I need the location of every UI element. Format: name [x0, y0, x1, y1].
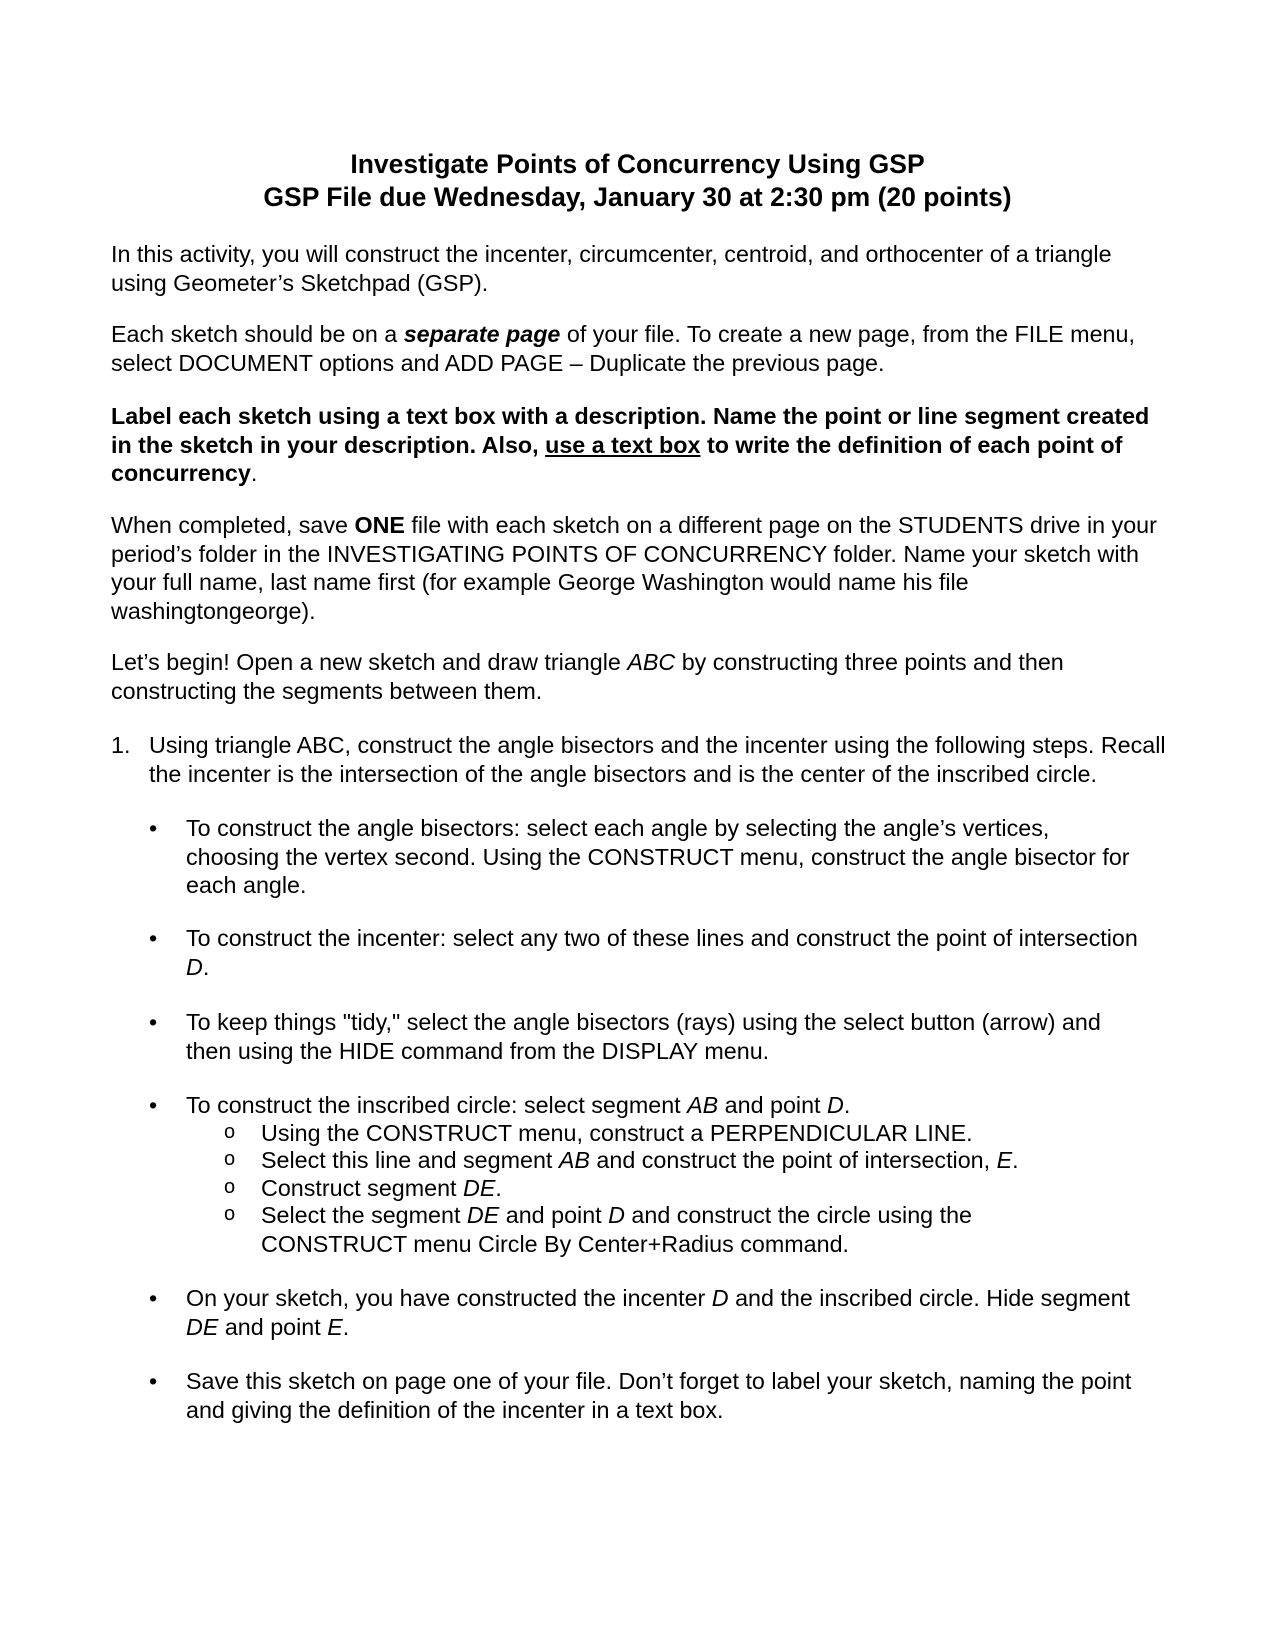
b5-italic-2: DE [186, 1313, 219, 1340]
bullet-incenter [149, 924, 1149, 981]
b5-italic-1: D [711, 1285, 729, 1311]
step-1-number: 1. [111, 732, 131, 758]
intro-paragraph-3 [111, 402, 1171, 488]
p2-emphasis: separate page [403, 321, 561, 347]
intro-paragraph-1 [111, 240, 1171, 297]
b2-italic: D [186, 953, 203, 980]
p5-text-a: Let’s begin! Open a new sketch and draw triangle [111, 649, 628, 675]
p5-text-b: by constructing three points and then constructing the segments between them. [111, 649, 1064, 704]
intro-paragraph-2 [111, 320, 1171, 377]
b4-italic-1: AB [687, 1092, 719, 1118]
sub-step-1 [224, 1119, 1124, 1148]
sub-step-2 [224, 1146, 1124, 1175]
bullet-icon: • [149, 925, 158, 951]
sub2-text-c: . [1012, 1147, 1019, 1173]
p4-bold: ONE [354, 512, 405, 538]
intro-paragraph-4 [111, 511, 1171, 625]
b4-italic-2: D [827, 1092, 844, 1118]
sub4-italic-2: D [608, 1202, 625, 1228]
bullet-icon: • [149, 1285, 158, 1311]
p4-text-b: file with each sketch on a different page on the STUDENTS drive in your period’s folder in the INVESTIGATING POINTS OF CONCURRENCY folder. Name your sketch with your full name, last name first (for example George Washington would name his file washingtongeorge). [111, 512, 1157, 624]
sub3-text-b: . [495, 1175, 502, 1201]
b5-text-a: On your sketch, you have constructed the incenter [186, 1285, 712, 1311]
p5-italic: ABC [627, 649, 676, 675]
bullet-1-text: To construct the angle bisectors: select each angle by selecting the angle’s vertices, choosing the vertex second. Using the CONSTRUCT menu, construct the angle bisector for each angle. [186, 815, 1130, 899]
sub4-text-a: Select the segment [261, 1202, 467, 1228]
intro-paragraph-5 [111, 648, 1171, 705]
p4-text-a: When completed, save [111, 512, 355, 538]
bullet-tidy [149, 1008, 1149, 1065]
sub2-text-a: Select this line and segment [261, 1147, 559, 1173]
step-1 [111, 731, 1171, 788]
sub-step-4 [224, 1201, 1124, 1258]
sub3-text-a: Construct segment [261, 1175, 463, 1201]
sub-bullet-icon: o [224, 1203, 236, 1225]
step-1-text: Using triangle ABC, construct the angle bisectors and the incenter using the following steps. Recall the incenter is the intersection of the angle bisectors and is the center of the inscribed circle. [149, 732, 1166, 787]
sub-bullet-icon: o [224, 1121, 236, 1143]
sub4-italic-1: DE [466, 1202, 500, 1228]
bullet-6-text: Save this sketch on page one of your file. Don’t forget to label your sketch, naming the point and giving the definition of the incenter in a text box. [186, 1368, 1132, 1423]
sub3-italic: DE [463, 1175, 496, 1201]
sub-bullet-icon: o [224, 1148, 236, 1170]
sub-bullet-icon: o [224, 1176, 236, 1198]
sub-1-text: Using the CONSTRUCT menu, construct a PERPENDICULAR LINE. [261, 1120, 973, 1146]
sub2-text-b: and construct the point of intersection, [589, 1147, 997, 1173]
bullet-save-sketch [149, 1367, 1149, 1424]
title-block [0, 148, 1275, 214]
p3-text-a: Label each sketch using a text box with a description. Name the point or line segment created in the sketch in your description. Also, [111, 403, 1150, 458]
sub4-text-c: and construct the circle using the CONSTRUCT menu Circle By Center+Radius command. [261, 1202, 972, 1257]
p3-underlined: use a text box [545, 431, 701, 458]
p3-text-b: to write the definition of each point of concurrency [111, 431, 1123, 487]
p2-text-b: of your file. To create a new page, from the FILE menu, select DOCUMENT options and ADD PAGE – Duplicate the previous page. [111, 321, 1135, 376]
sub4-text-b: and point [499, 1202, 609, 1228]
bullet-inscribed-circle [149, 1091, 1149, 1120]
bullet-hide-segment [149, 1284, 1149, 1341]
b5-text-d: . [342, 1313, 350, 1340]
b4-text-c: . [843, 1092, 851, 1118]
bullet-icon: • [149, 815, 158, 841]
page-title: Investigate Points of Concurrency Using GSP [350, 149, 925, 179]
b4-text-a: To construct the inscribed circle: select segment [186, 1092, 688, 1118]
b5-text-c: and point [218, 1313, 328, 1340]
b2-text-b: . [202, 953, 210, 980]
b4-text-b: and point [718, 1092, 827, 1118]
b2-text-a: To construct the incenter: select any two of these lines and construct the point of intersection [186, 925, 1138, 951]
b5-text-b: and the inscribed circle. Hide segment [728, 1285, 1131, 1311]
bullet-icon: • [149, 1092, 158, 1118]
sub2-italic-1: AB [558, 1147, 590, 1173]
bullet-icon: • [149, 1368, 158, 1394]
p3-text-c: . [250, 460, 258, 487]
intro-p1-text: In this activity, you will construct the incenter, circumcenter, centroid, and orthocenter of a triangle using Geometer’s Sketchpad (GSP). [111, 241, 1112, 296]
bullet-angle-bisectors [149, 814, 1149, 900]
bullet-icon: • [149, 1009, 158, 1035]
bullet-3-text: To keep things "tidy," select the angle bisectors (rays) using the select button (arrow) and then using the HIDE command from the DISPLAY menu. [186, 1009, 1101, 1064]
b5-italic-3: E [327, 1313, 343, 1340]
p2-text-a: Each sketch should be on a [111, 321, 404, 347]
sub2-italic-2: E [996, 1147, 1013, 1173]
sub-step-3 [224, 1174, 1124, 1203]
page-subtitle: GSP File due Wednesday, January 30 at 2:30 pm (20 points) [263, 182, 1012, 212]
